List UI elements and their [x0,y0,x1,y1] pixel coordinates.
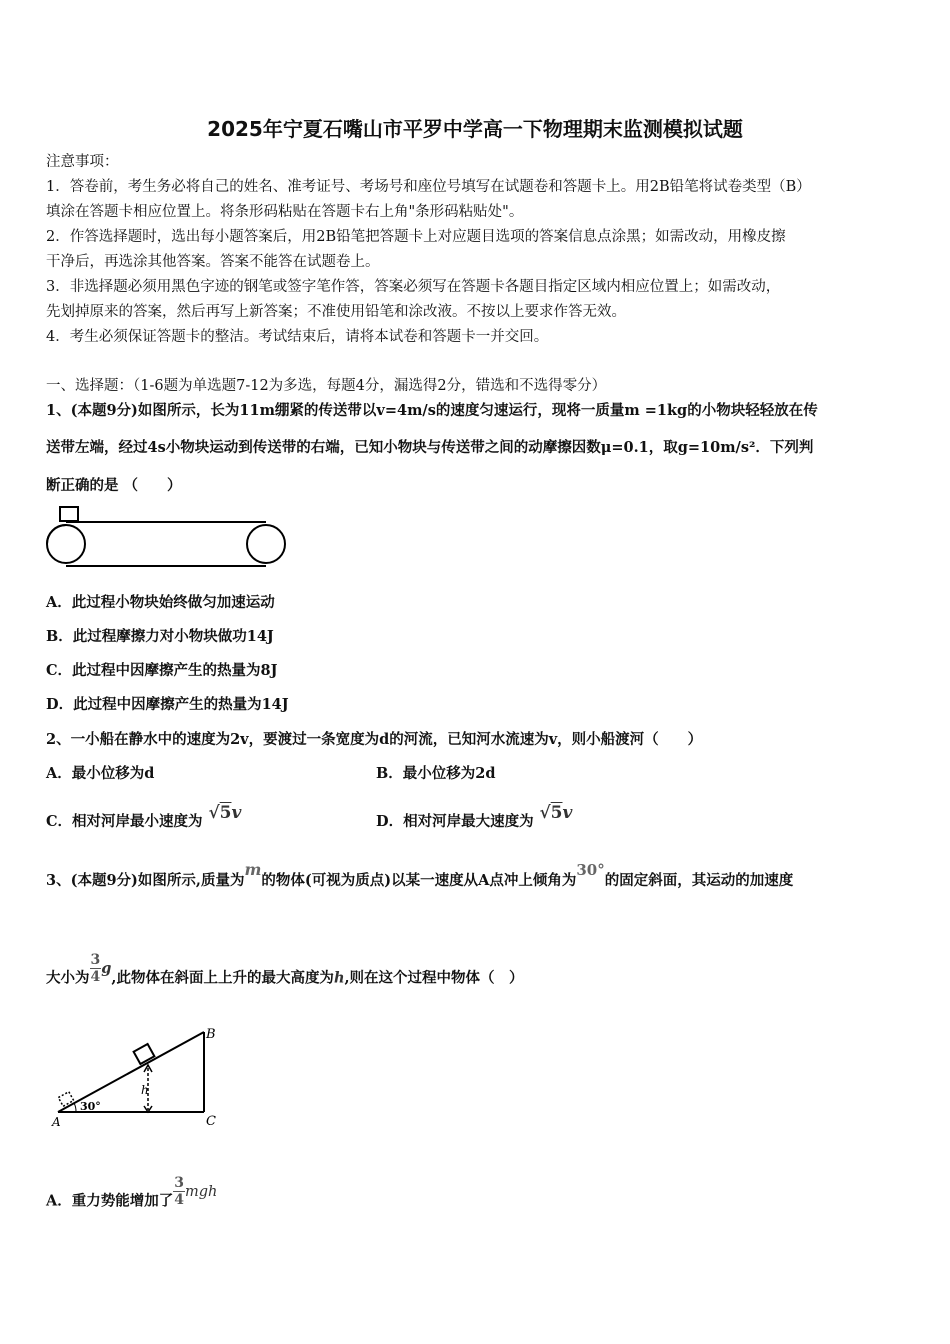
notes-line: 2．作答选择题时，选出每小题答案后，用2B铅笔把答题卡上对应题目选项的答案信息点涂黑；如需改动，用橡皮擦 [46,229,786,245]
q1-stem-line3: 断正确的是 （ ） [46,477,182,494]
q1-option-a[interactable]: A．此过程小物块始终做匀加速运动 [46,594,275,611]
q3-stem-line1: 3、(本题9分)如图所示,质量为m的物体(可视为质点)以某一速度从A点冲上倾角为30°的固定斜面，其运动的加速度 [46,860,794,889]
q2-option-d-label: D．相对河岸最大速度为 [376,813,534,830]
notes-line: 干净后，再选涂其他答案。答案不能答在试题卷上。 [46,254,380,270]
q2-stem: 2、一小船在静水中的速度为2v，要渡过一条宽度为d的河流，已知河水流速为v，则小船渡河（ ） [46,731,703,748]
angle-value: 30° [576,861,605,879]
q2-option-a[interactable]: A．最小位移为d [46,765,155,782]
sqrt-expression: √5v [533,803,573,823]
right-pulley [247,525,285,563]
fraction-three-quarters: $\frac{3}{4}$ [90,952,101,985]
block-on-belt [60,507,78,521]
label-c: C [206,1114,216,1129]
label-h: h [141,1083,149,1097]
sqrt-expression: √5v [202,803,242,823]
q1-stem-line1: 1、(本题9分)如图所示，长为11m绷紧的传送带以v=4m/s的速度匀速运行，现将一质量m =1kg的小物块轻轻放在传 [46,402,818,419]
section-heading: 一、选择题：（1-6题为单选题7-12为多选，每题4分，漏选得2分，错选和不选得零分） [46,378,607,394]
notes-line: 填涂在答题卡相应位置上。将条形码粘贴在答题卡右上角"条形码粘贴处"。 [46,204,524,220]
label-b: B [206,1027,216,1042]
q1-option-b[interactable]: B．此过程摩擦力对小物块做功14J [46,628,274,645]
label-angle: 30° [80,1100,101,1113]
q1-stem-line2: 送带左端，经过4s小物块运动到传送带的右端，已知小物块与传送带之间的动摩擦因数μ=0.1，取g=10m/s²．下列判 [46,439,814,456]
notes-line: 4．考生必须保证答题卡的整洁。考试结束后，请将本试卷和答题卡一并交回。 [46,329,549,345]
notes-line: 3．非选择题必须用黑色字迹的钢笔或签字笔作答，答案必须写在答题卡各题目指定区域内相应位置上；如需改动， [46,279,781,295]
notes-heading: 注意事项： [46,154,119,170]
q2-option-d[interactable] [376,803,573,832]
conveyor-belt-figure [44,505,290,571]
q1-option-d[interactable]: D．此过程中因摩擦产生的热量为14J [46,696,289,713]
q2-option-b[interactable]: B．最小位移为2d [376,765,496,782]
notes-line: 先划掉原来的答案，然后再写上新答案；不准使用铅笔和涂改液。不按以上要求作答无效。 [46,304,626,320]
notes-line: 1．答卷前，考生务必将自己的姓名、准考证号、考场号和座位号填写在试题卷和答题卡上。用2B铅笔将试卷类型（B） [46,179,811,195]
q2-option-c[interactable] [46,803,242,832]
incline-figure [44,1020,234,1132]
mass-symbol: m [244,860,262,879]
fraction-three-quarters: $\frac{3}{4}$ [174,1175,184,1208]
q3-option-a[interactable]: A．重力势能增加了 $\frac{3}{4}$ mgh [46,1175,218,1210]
label-a: A [52,1115,61,1129]
page-title: 2025年宁夏石嘴山市平罗中学高一下物理期末监测模拟试题 [207,117,743,141]
q3-stem-line2: 大小为 $\frac{3}{4}$ g,此物体在斜面上上升的最大高度为h,则在这个过程中物体（ ） [46,952,524,987]
q2-option-c-label: C．相对河岸最小速度为 [46,813,203,830]
q1-option-c[interactable]: C．此过程中因摩擦产生的热量为8J [46,662,278,679]
